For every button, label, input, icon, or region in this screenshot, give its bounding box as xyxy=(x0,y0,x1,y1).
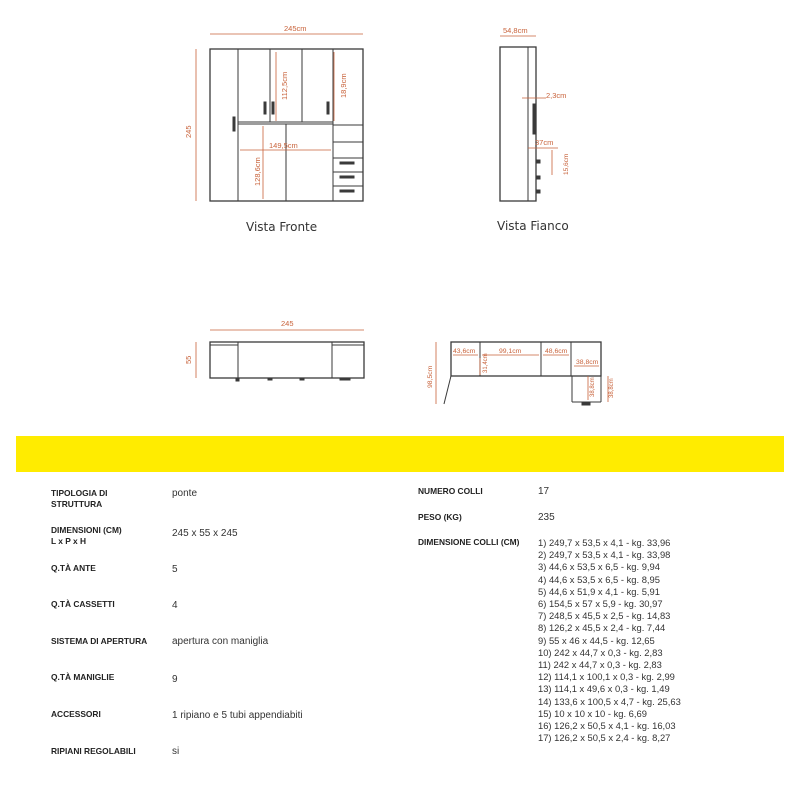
spec-value: 4 xyxy=(172,600,178,611)
colli-item: 5) 44,6 x 51,9 x 4,1 - kg. 5,91 xyxy=(538,585,660,597)
section-dim-a: 43,6cm xyxy=(453,348,476,355)
drawer-height-dim: 15,6cm xyxy=(563,153,570,175)
section-dim-d: 38,8cm xyxy=(576,359,599,366)
spec-label: NUMERO COLLI xyxy=(418,486,483,496)
section-dim-h: 38,8cm xyxy=(609,378,615,398)
colli-list xyxy=(538,537,768,744)
spec-value: 5 xyxy=(172,564,178,575)
spec-value: 17 xyxy=(538,486,550,497)
yellow-banner xyxy=(16,436,784,472)
section-dim-f: 98,5cm xyxy=(427,365,434,388)
colli-item: 17) 126,2 x 50,5 x 2,4 - kg. 8,27 xyxy=(538,732,671,744)
colli-item: 1) 249,7 x 53,5 x 4,1 - kg. 33,96 xyxy=(538,537,671,548)
front-width-dim: 245cm xyxy=(284,24,307,33)
colli-item: 14) 133,6 x 100,5 x 4,7 - kg. 25,63 xyxy=(538,695,681,707)
inner-height-dim: 128,6cm xyxy=(253,157,262,186)
top-view-drawing xyxy=(210,342,364,381)
inner-width-dim: 149,5cm xyxy=(269,141,298,150)
section-dim-e: 31,4cm xyxy=(483,353,489,373)
top-width-dim: 245 xyxy=(281,319,294,328)
spec-label: PESO (KG) xyxy=(418,512,462,522)
side-depth-dim: 54,8cm xyxy=(503,26,528,35)
colli-item: 15) 10 x 10 x 10 - kg. 6,69 xyxy=(538,707,647,719)
spec-label: Q.TÀ ANTE xyxy=(51,563,96,573)
spec-label: ACCESSORI xyxy=(51,709,101,719)
colli-item: 3) 44,6 x 53,5 x 6,5 - kg. 9,94 xyxy=(538,561,660,573)
spec-label: DIMENSIONE COLLI (CM) xyxy=(418,537,520,547)
colli-item: 9) 55 x 46 x 44,5 - kg. 12,65 xyxy=(538,634,655,646)
colli-item: 6) 154,5 x 57 x 5,9 - kg. 30,97 xyxy=(538,598,663,610)
colli-item: 7) 248,5 x 45,5 x 2,5 - kg. 14,83 xyxy=(538,610,671,622)
colli-item: 12) 114,1 x 100,1 x 0,3 - kg. 2,99 xyxy=(538,671,675,683)
section-dim-b: 99,1cm xyxy=(499,348,522,355)
top-height-dim: 18,9cm xyxy=(339,73,348,98)
colli-item: 13) 114,1 x 49,6 x 0,3 - kg. 1,49 xyxy=(538,683,670,695)
spec-value: ponte xyxy=(172,488,198,499)
spec-value: 1 ripiano e 5 tubi appendiabiti xyxy=(172,710,303,721)
spec-label: RIPIANI REGOLABILI xyxy=(51,746,136,756)
colli-item: 8) 126,2 x 45,5 x 2,4 - kg. 7,44 xyxy=(538,622,666,634)
door-height-dim: 112,5cm xyxy=(280,71,289,100)
spec-label: Q.TÀ CASSETTI xyxy=(51,599,115,609)
drawer-depth-dim: 37cm xyxy=(535,138,554,147)
spec-value: si xyxy=(172,746,180,757)
section-dim-g: 38,8cm xyxy=(590,377,596,397)
side-view-caption: Vista Fianco xyxy=(497,219,569,233)
side-thickness-dim: 2,3cm xyxy=(546,91,567,100)
top-depth-dim: 55 xyxy=(184,355,193,364)
colli-item: 11) 242 x 44,7 x 0,3 - kg. 2,83 xyxy=(538,659,662,671)
colli-item: 2) 249,7 x 53,5 x 4,1 - kg. 33,98 xyxy=(538,549,671,561)
spec-label: DIMENSIONI (CM) L x P x H xyxy=(51,525,122,546)
colli-item: 4) 44,6 x 53,5 x 6,5 - kg. 8,95 xyxy=(538,573,660,585)
side-view-drawing xyxy=(500,47,540,201)
spec-label: Q.TÀ MANIGLIE xyxy=(51,672,115,682)
colli-item: 16) 126,2 x 50,5 x 4,1 - kg. 16,03 xyxy=(538,720,676,732)
spec-value: 9 xyxy=(172,674,178,685)
section-dim-c: 48,6cm xyxy=(545,348,568,355)
spec-label: SISTEMA DI APERTURA xyxy=(51,636,148,646)
front-height-dim: 245 xyxy=(184,125,193,138)
spec-value: apertura con maniglia xyxy=(172,636,269,647)
spec-value: 235 xyxy=(538,512,555,523)
spec-value: 245 x 55 x 245 xyxy=(172,528,238,539)
spec-label: TIPOLOGIA DI STRUTTURA xyxy=(51,488,108,509)
front-view-caption: Vista Fronte xyxy=(246,220,318,234)
colli-item: 10) 242 x 44,7 x 0,3 - kg. 2,83 xyxy=(538,646,663,658)
